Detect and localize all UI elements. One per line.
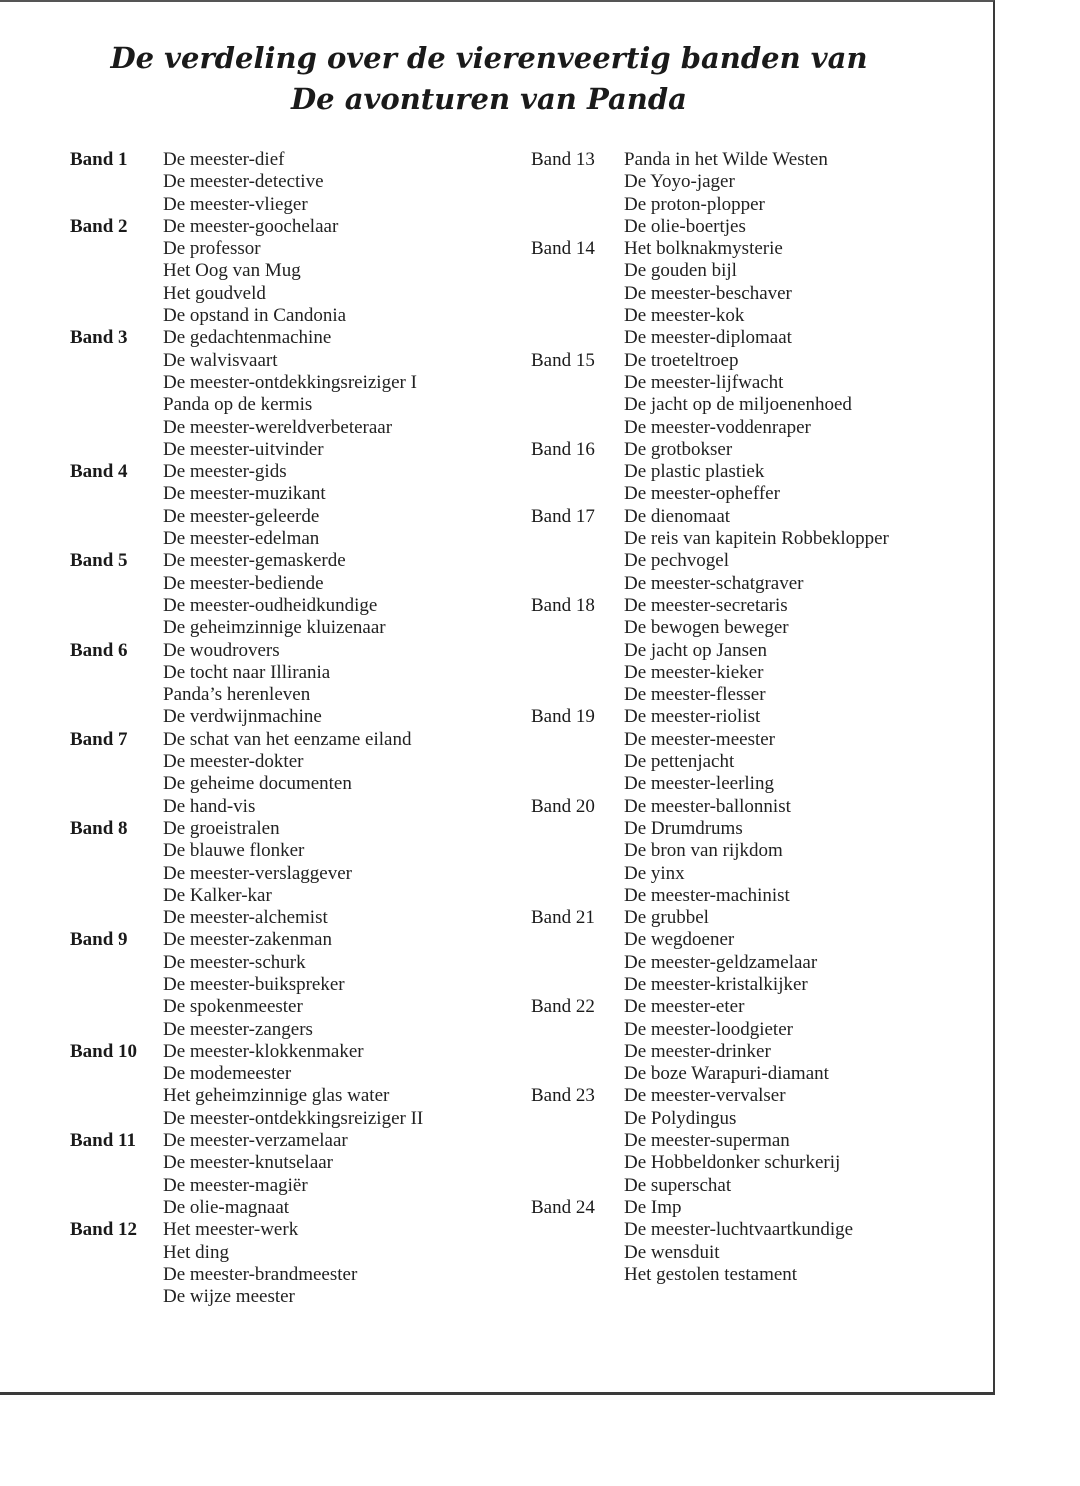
band-entry bbox=[531, 149, 889, 238]
band-entry bbox=[70, 818, 423, 929]
band-entry bbox=[70, 550, 423, 639]
story-title: Panda in het Wilde Westen bbox=[624, 149, 828, 170]
band-entry bbox=[70, 461, 423, 550]
story-title: De Polydingus bbox=[624, 1107, 737, 1129]
story-title: De meester-zangers bbox=[163, 1018, 313, 1040]
story-title: De hand-vis bbox=[163, 795, 256, 817]
story-title: De meester-lijfwacht bbox=[624, 371, 784, 393]
story-list bbox=[624, 350, 852, 439]
story-title: De plastic plastiek bbox=[624, 461, 765, 483]
story-title: De meester-loodgieter bbox=[624, 1018, 793, 1040]
story-title: De bewogen beweger bbox=[624, 617, 789, 639]
story-title: De meester-verzamelaar bbox=[163, 1130, 348, 1152]
story-title: Panda op de kermis bbox=[163, 394, 313, 416]
story-title: De jacht op de miljoenenhoed bbox=[624, 394, 852, 416]
story-title: De woudrovers bbox=[163, 639, 280, 661]
story-title: De meester-wereldverbeteraar bbox=[163, 416, 393, 438]
story-list bbox=[624, 706, 775, 795]
story-title: De tocht naar Illirania bbox=[163, 661, 331, 683]
story-title: De meester-beschaver bbox=[624, 282, 792, 304]
story-list bbox=[624, 1085, 840, 1196]
story-title: De meester-ontdekkingsreiziger II bbox=[163, 1107, 424, 1129]
story-title: De Kalker-kar bbox=[163, 884, 272, 906]
story-title: De professor bbox=[163, 238, 261, 260]
story-title: De meester-luchtvaartkundige bbox=[624, 1219, 854, 1241]
story-title: De meester-kristalkijker bbox=[624, 973, 808, 995]
story-title: De meester-geleerde bbox=[163, 505, 320, 527]
story-list bbox=[163, 640, 330, 729]
story-title: De meester-schurk bbox=[163, 951, 306, 973]
story-title: Het geheimzinnige glas water bbox=[163, 1085, 390, 1107]
story-list bbox=[624, 796, 791, 907]
story-title: De meester-geldzamelaar bbox=[624, 951, 818, 973]
story-title: De wensduit bbox=[624, 1241, 720, 1263]
band-label: Band 17 bbox=[531, 505, 595, 527]
story-title: De meester-verslaggever bbox=[163, 862, 352, 884]
story-title: De geheime documenten bbox=[163, 773, 352, 795]
band-entry bbox=[531, 506, 889, 595]
story-title: De meester-magiër bbox=[163, 1174, 308, 1196]
band-label: Band 23 bbox=[531, 1085, 595, 1107]
story-list bbox=[624, 907, 817, 996]
band-label: Band 20 bbox=[531, 795, 595, 817]
story-title: De olie-boertjes bbox=[624, 215, 746, 237]
story-list bbox=[163, 929, 345, 1040]
story-title: De meester-kieker bbox=[624, 661, 764, 683]
band-label: Band 19 bbox=[531, 706, 595, 728]
story-title: De gouden bijl bbox=[624, 260, 737, 282]
story-list bbox=[624, 238, 792, 349]
story-title: De meester-eter bbox=[624, 996, 745, 1018]
band-entry bbox=[531, 907, 889, 996]
story-title: De meester-detective bbox=[163, 171, 324, 193]
story-title: De grotbokser bbox=[624, 438, 733, 460]
story-list bbox=[624, 439, 780, 506]
title-line-1: De verdeling over de vierenveertig banden van bbox=[110, 41, 868, 75]
band-entry bbox=[531, 1197, 889, 1286]
story-title: De meester-secretaris bbox=[624, 594, 788, 616]
story-title: De meester-bediende bbox=[163, 572, 324, 594]
story-title: De meester-goochelaar bbox=[163, 215, 339, 237]
band-column-right bbox=[531, 149, 889, 1286]
band-label: Band 12 bbox=[70, 1219, 138, 1241]
story-title: De meester-oudheidkundige bbox=[163, 594, 378, 616]
story-title: De meester-klokkenmaker bbox=[163, 1040, 364, 1062]
story-title: De blauwe flonker bbox=[163, 840, 305, 862]
band-column-left bbox=[70, 149, 423, 1308]
story-title: De meester-zakenman bbox=[163, 929, 332, 951]
story-list bbox=[163, 461, 326, 550]
story-title: De wijze meester bbox=[163, 1286, 295, 1308]
story-title: De meester-knutselaar bbox=[163, 1152, 334, 1174]
story-title: De Hobbeldonker schurkerij bbox=[624, 1152, 841, 1174]
story-title: Het bolknakmysterie bbox=[624, 238, 783, 260]
story-title: De meester-opheffer bbox=[624, 483, 780, 505]
band-entry bbox=[70, 216, 423, 327]
story-title: De reis van kapitein Robbeklopper bbox=[624, 528, 889, 550]
story-title: De meester-muzikant bbox=[163, 483, 326, 505]
story-title: De meester-alchemist bbox=[163, 907, 328, 929]
story-list bbox=[163, 327, 417, 461]
band-label: Band 2 bbox=[70, 215, 128, 237]
band-label: Band 14 bbox=[531, 238, 595, 260]
story-list bbox=[163, 818, 352, 929]
band-entry bbox=[531, 238, 889, 349]
band-entry bbox=[531, 706, 889, 795]
band-entry bbox=[531, 350, 889, 439]
story-title: De meester-uitvinder bbox=[163, 438, 324, 460]
story-title: De meester-edelman bbox=[163, 528, 320, 550]
band-entry bbox=[70, 1219, 423, 1308]
story-title: De meester-gids bbox=[163, 461, 287, 483]
story-title: De meester-dief bbox=[163, 149, 285, 170]
band-entry bbox=[70, 1130, 423, 1219]
band-label: Band 9 bbox=[70, 929, 128, 951]
band-entry bbox=[70, 640, 423, 729]
band-label: Band 18 bbox=[531, 594, 595, 616]
story-list bbox=[163, 1041, 423, 1130]
band-label: Band 5 bbox=[70, 550, 128, 572]
band-label: Band 22 bbox=[531, 996, 595, 1018]
story-title: Het meester-werk bbox=[163, 1219, 299, 1241]
story-title: De meester-voddenraper bbox=[624, 416, 811, 438]
story-list bbox=[624, 1197, 853, 1286]
story-title: De schat van het eenzame eiland bbox=[163, 728, 412, 750]
band-label: Band 7 bbox=[70, 728, 128, 750]
band-entry bbox=[531, 996, 889, 1085]
story-title: De dienomaat bbox=[624, 505, 731, 527]
band-label: Band 13 bbox=[531, 149, 595, 170]
story-title: De wegdoener bbox=[624, 929, 735, 951]
band-entry bbox=[70, 929, 423, 1040]
band-entry bbox=[70, 1041, 423, 1130]
story-title: De meester-flesser bbox=[624, 684, 766, 706]
band-entry bbox=[531, 1085, 889, 1196]
story-title: De groeistralen bbox=[163, 817, 280, 839]
story-title: De pettenjacht bbox=[624, 751, 735, 773]
story-title: De meester-buikspreker bbox=[163, 973, 345, 995]
band-entry bbox=[70, 327, 423, 461]
story-title: De meester-meester bbox=[624, 728, 776, 750]
story-title: De meester-machinist bbox=[624, 884, 790, 906]
band-label: Band 6 bbox=[70, 639, 128, 661]
story-title: De Drumdrums bbox=[624, 817, 743, 839]
story-title: De meester-schatgraver bbox=[624, 572, 804, 594]
page-title bbox=[0, 38, 978, 120]
story-list bbox=[163, 1219, 357, 1308]
story-title: De spokenmeester bbox=[163, 996, 303, 1018]
story-list bbox=[624, 506, 889, 595]
band-label: Band 4 bbox=[70, 461, 128, 483]
band-label: Band 24 bbox=[531, 1196, 595, 1218]
band-label: Band 1 bbox=[70, 149, 128, 170]
band-entry bbox=[70, 149, 423, 216]
story-title: De meester-vlieger bbox=[163, 193, 308, 215]
story-list bbox=[163, 216, 346, 327]
story-list bbox=[163, 550, 386, 639]
band-entry bbox=[531, 595, 889, 706]
story-title: De meester-riolist bbox=[624, 706, 761, 728]
band-label: Band 21 bbox=[531, 907, 595, 929]
band-label: Band 3 bbox=[70, 327, 128, 349]
story-title: De bron van rijkdom bbox=[624, 840, 783, 862]
story-title: De modemeester bbox=[163, 1063, 292, 1085]
story-title: De grubbel bbox=[624, 907, 709, 929]
story-title: Het Oog van Mug bbox=[163, 260, 301, 282]
story-title: Het goudveld bbox=[163, 282, 266, 304]
story-title: De meester-diplomaat bbox=[624, 327, 792, 349]
story-list bbox=[624, 149, 828, 238]
story-title: De meester-kok bbox=[624, 305, 745, 327]
story-list bbox=[624, 595, 789, 706]
story-title: De proton-plopper bbox=[624, 193, 765, 215]
story-title: De meester-ontdekkingsreiziger I bbox=[163, 371, 417, 393]
story-list bbox=[624, 996, 829, 1085]
band-label: Band 10 bbox=[70, 1040, 138, 1062]
title-line-2: De avonturen van Panda bbox=[291, 82, 687, 116]
band-entry bbox=[531, 439, 889, 506]
band-entry bbox=[531, 796, 889, 907]
story-title: De meester-dokter bbox=[163, 751, 304, 773]
story-title: Het ding bbox=[163, 1241, 229, 1263]
story-list bbox=[163, 149, 324, 216]
story-title: De troeteltroep bbox=[624, 349, 739, 371]
story-title: De superschat bbox=[624, 1174, 732, 1196]
story-title: De meester-superman bbox=[624, 1130, 790, 1152]
story-title: Het gestolen testament bbox=[624, 1263, 798, 1285]
story-title: De meester-leerling bbox=[624, 773, 774, 795]
story-list bbox=[163, 1130, 348, 1219]
story-title: De geheimzinnige kluizenaar bbox=[163, 617, 386, 639]
story-title: De boze Warapuri-diamant bbox=[624, 1063, 829, 1085]
story-title: De yinx bbox=[624, 862, 685, 884]
band-label: Band 16 bbox=[531, 438, 595, 460]
story-title: De meester-vervalser bbox=[624, 1085, 786, 1107]
band-label: Band 8 bbox=[70, 817, 128, 839]
story-title: De pechvogel bbox=[624, 550, 729, 572]
story-title: De meester-brandmeester bbox=[163, 1263, 358, 1285]
story-title: De Imp bbox=[624, 1196, 682, 1218]
story-title: De Yoyo-jager bbox=[624, 171, 735, 193]
story-list bbox=[163, 729, 411, 818]
band-label: Band 11 bbox=[70, 1130, 137, 1152]
story-title: De meester-ballonnist bbox=[624, 795, 791, 817]
band-label: Band 15 bbox=[531, 349, 595, 371]
story-title: De gedachtenmachine bbox=[163, 327, 332, 349]
story-title: De verdwijnmachine bbox=[163, 706, 322, 728]
story-title: De opstand in Candonia bbox=[163, 305, 347, 327]
story-title: De meester-gemaskerde bbox=[163, 550, 346, 572]
band-entry bbox=[70, 729, 423, 818]
story-title: De meester-drinker bbox=[624, 1040, 771, 1062]
story-title: De jacht op Jansen bbox=[624, 639, 767, 661]
story-title: De walvisvaart bbox=[163, 349, 278, 371]
story-title: De olie-magnaat bbox=[163, 1196, 290, 1218]
story-title: Panda’s herenleven bbox=[163, 684, 311, 706]
